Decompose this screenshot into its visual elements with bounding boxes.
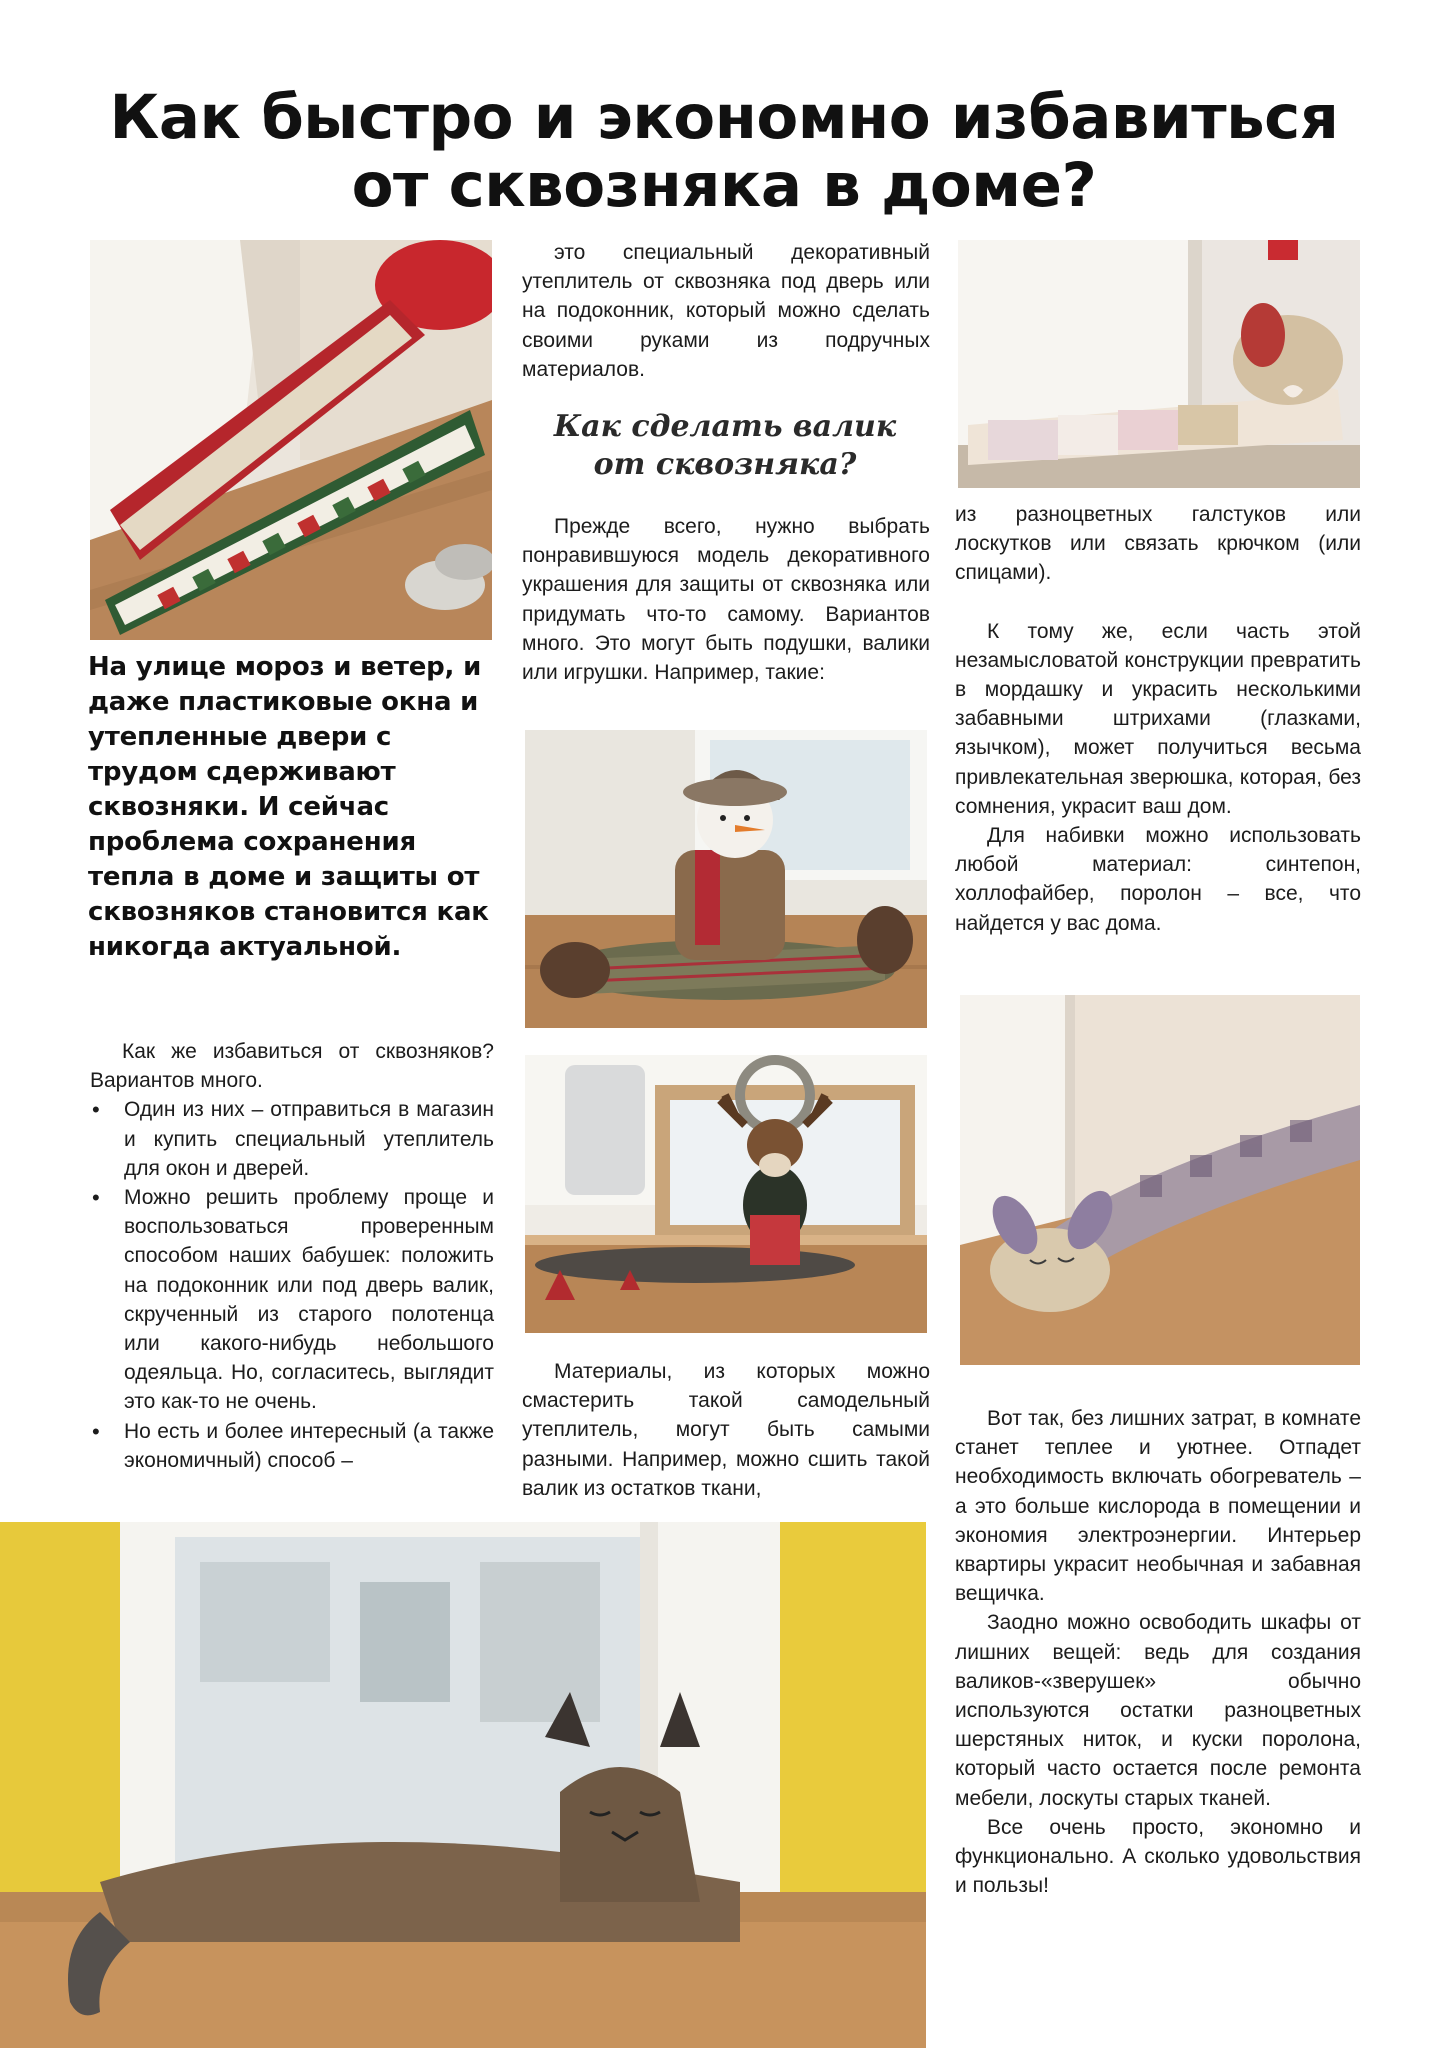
photo-moose-stopper	[525, 1055, 927, 1333]
photo-cat-stopper	[0, 1522, 926, 2048]
photo-dog-stopper	[958, 240, 1360, 488]
column-3-upper	[955, 500, 1361, 938]
photo-patchwork-stoppers	[90, 240, 492, 640]
col3-paragraph-6: Все очень просто, экономно и функционально. А сколько удовольствия и пользы!	[955, 1815, 1361, 1898]
col3-paragraph-3: Для набивки можно использовать любой материал: синтепон, холлофайбер, поролон – все, что найдется у вас дома.	[955, 824, 1361, 935]
photo-long-animal-stopper	[960, 995, 1360, 1365]
options-list	[90, 1095, 494, 1475]
col3-paragraph-4: Вот так, без лишних затрат, в комнате станет теплее и уютнее. Отпадет необходимость включать обогреватель – а это больше кислорода в помещении и экономия электроэнергии. Интерьер квартиры украсит необычная и забавная вещичка.	[955, 1407, 1361, 1606]
long-animal-stopper-image	[960, 995, 1360, 1365]
column-1-body	[90, 1037, 494, 1475]
column-2-top	[522, 238, 930, 384]
col3-paragraph-2: К тому же, если часть этой незамысловатой конструкции превратить в мордашку и украсить несколькими забавными штрихами (глазками, язычком), может получиться весьма привлекательная зверюшка, которая, без сомнения, украсит ваш дом.	[955, 619, 1361, 818]
col1-intro: Как же избавиться от сквозняков? Вариантов много.	[90, 1040, 494, 1093]
lead-paragraph: На улице мороз и ветер, и даже пластиковые окна и утепленные двери с трудом сдерживают сквозняки. И сейчас проблема сохранения тепла в доме и защиты от сквозняков становится как никогда актуальной.	[88, 652, 489, 962]
moose-stopper-image	[525, 1055, 927, 1333]
column-3-lower	[955, 1404, 1361, 1900]
section-subheading	[525, 408, 925, 484]
photo-snowman-stopper	[525, 730, 927, 1028]
snowman-stopper-image	[525, 730, 927, 1028]
title-line-1: Как быстро и экономно избавиться	[109, 82, 1339, 153]
article-title	[60, 84, 1388, 220]
column-2-para-1	[522, 512, 930, 687]
col2-top-text: это специальный декоративный утеплитель от сквозняка под дверь или на подоконник, который можно сделать своими руками из подручных материалов.	[522, 241, 930, 381]
subhead-line-1: Как сделать валик	[553, 409, 897, 444]
col3-paragraph-1: из разноцветных галстуков или лоскутков или связать крючком (или спицами).	[955, 503, 1361, 585]
column-2-para-2	[522, 1357, 930, 1503]
col2-paragraph-1: Прежде всего, нужно выбрать понравившуюся модель декоративного украшения для защиты от сквозняка или придумать что-то самому. Вариантов много. Это могут быть подушки, валики или игрушки. Например, такие:	[522, 515, 930, 685]
list-item: • Один из них – отправиться в магазин и купить специальный утеплитель для окон и дверей.	[90, 1095, 494, 1183]
col2-paragraph-2: Материалы, из которых можно смастерить такой самодельный утеплитель, могут быть самыми разными. Например, можно сшить такой валик из остатков ткани,	[522, 1360, 930, 1500]
col3-paragraph-5: Заодно можно освободить шкафы от лишних вещей: ведь для создания валиков-«зверушек» обычно используются остатки разноцветных шерстяных ниток, и куски поролона, который часто остается после ремонта мебели, лоскуты старых тканей.	[955, 1611, 1361, 1810]
subhead-line-2: от сквозняка?	[593, 447, 857, 482]
title-line-2: от сквозняка в доме?	[351, 150, 1097, 221]
cat-stopper-image	[0, 1522, 926, 2048]
list-item: • Можно решить проблему проще и воспользоваться проверенным способом наших бабушек: положить на подоконник или под дверь валик, скрученный из старого полотенца или какого-нибудь небольшого одеяльца. Но, согласитесь, выглядит это как-то не очень.	[90, 1183, 494, 1417]
dog-stopper-image	[958, 240, 1360, 488]
list-item: • Но есть и более интересный (а также экономичный) способ –	[90, 1417, 494, 1475]
patchwork-stoppers-image	[90, 240, 492, 640]
